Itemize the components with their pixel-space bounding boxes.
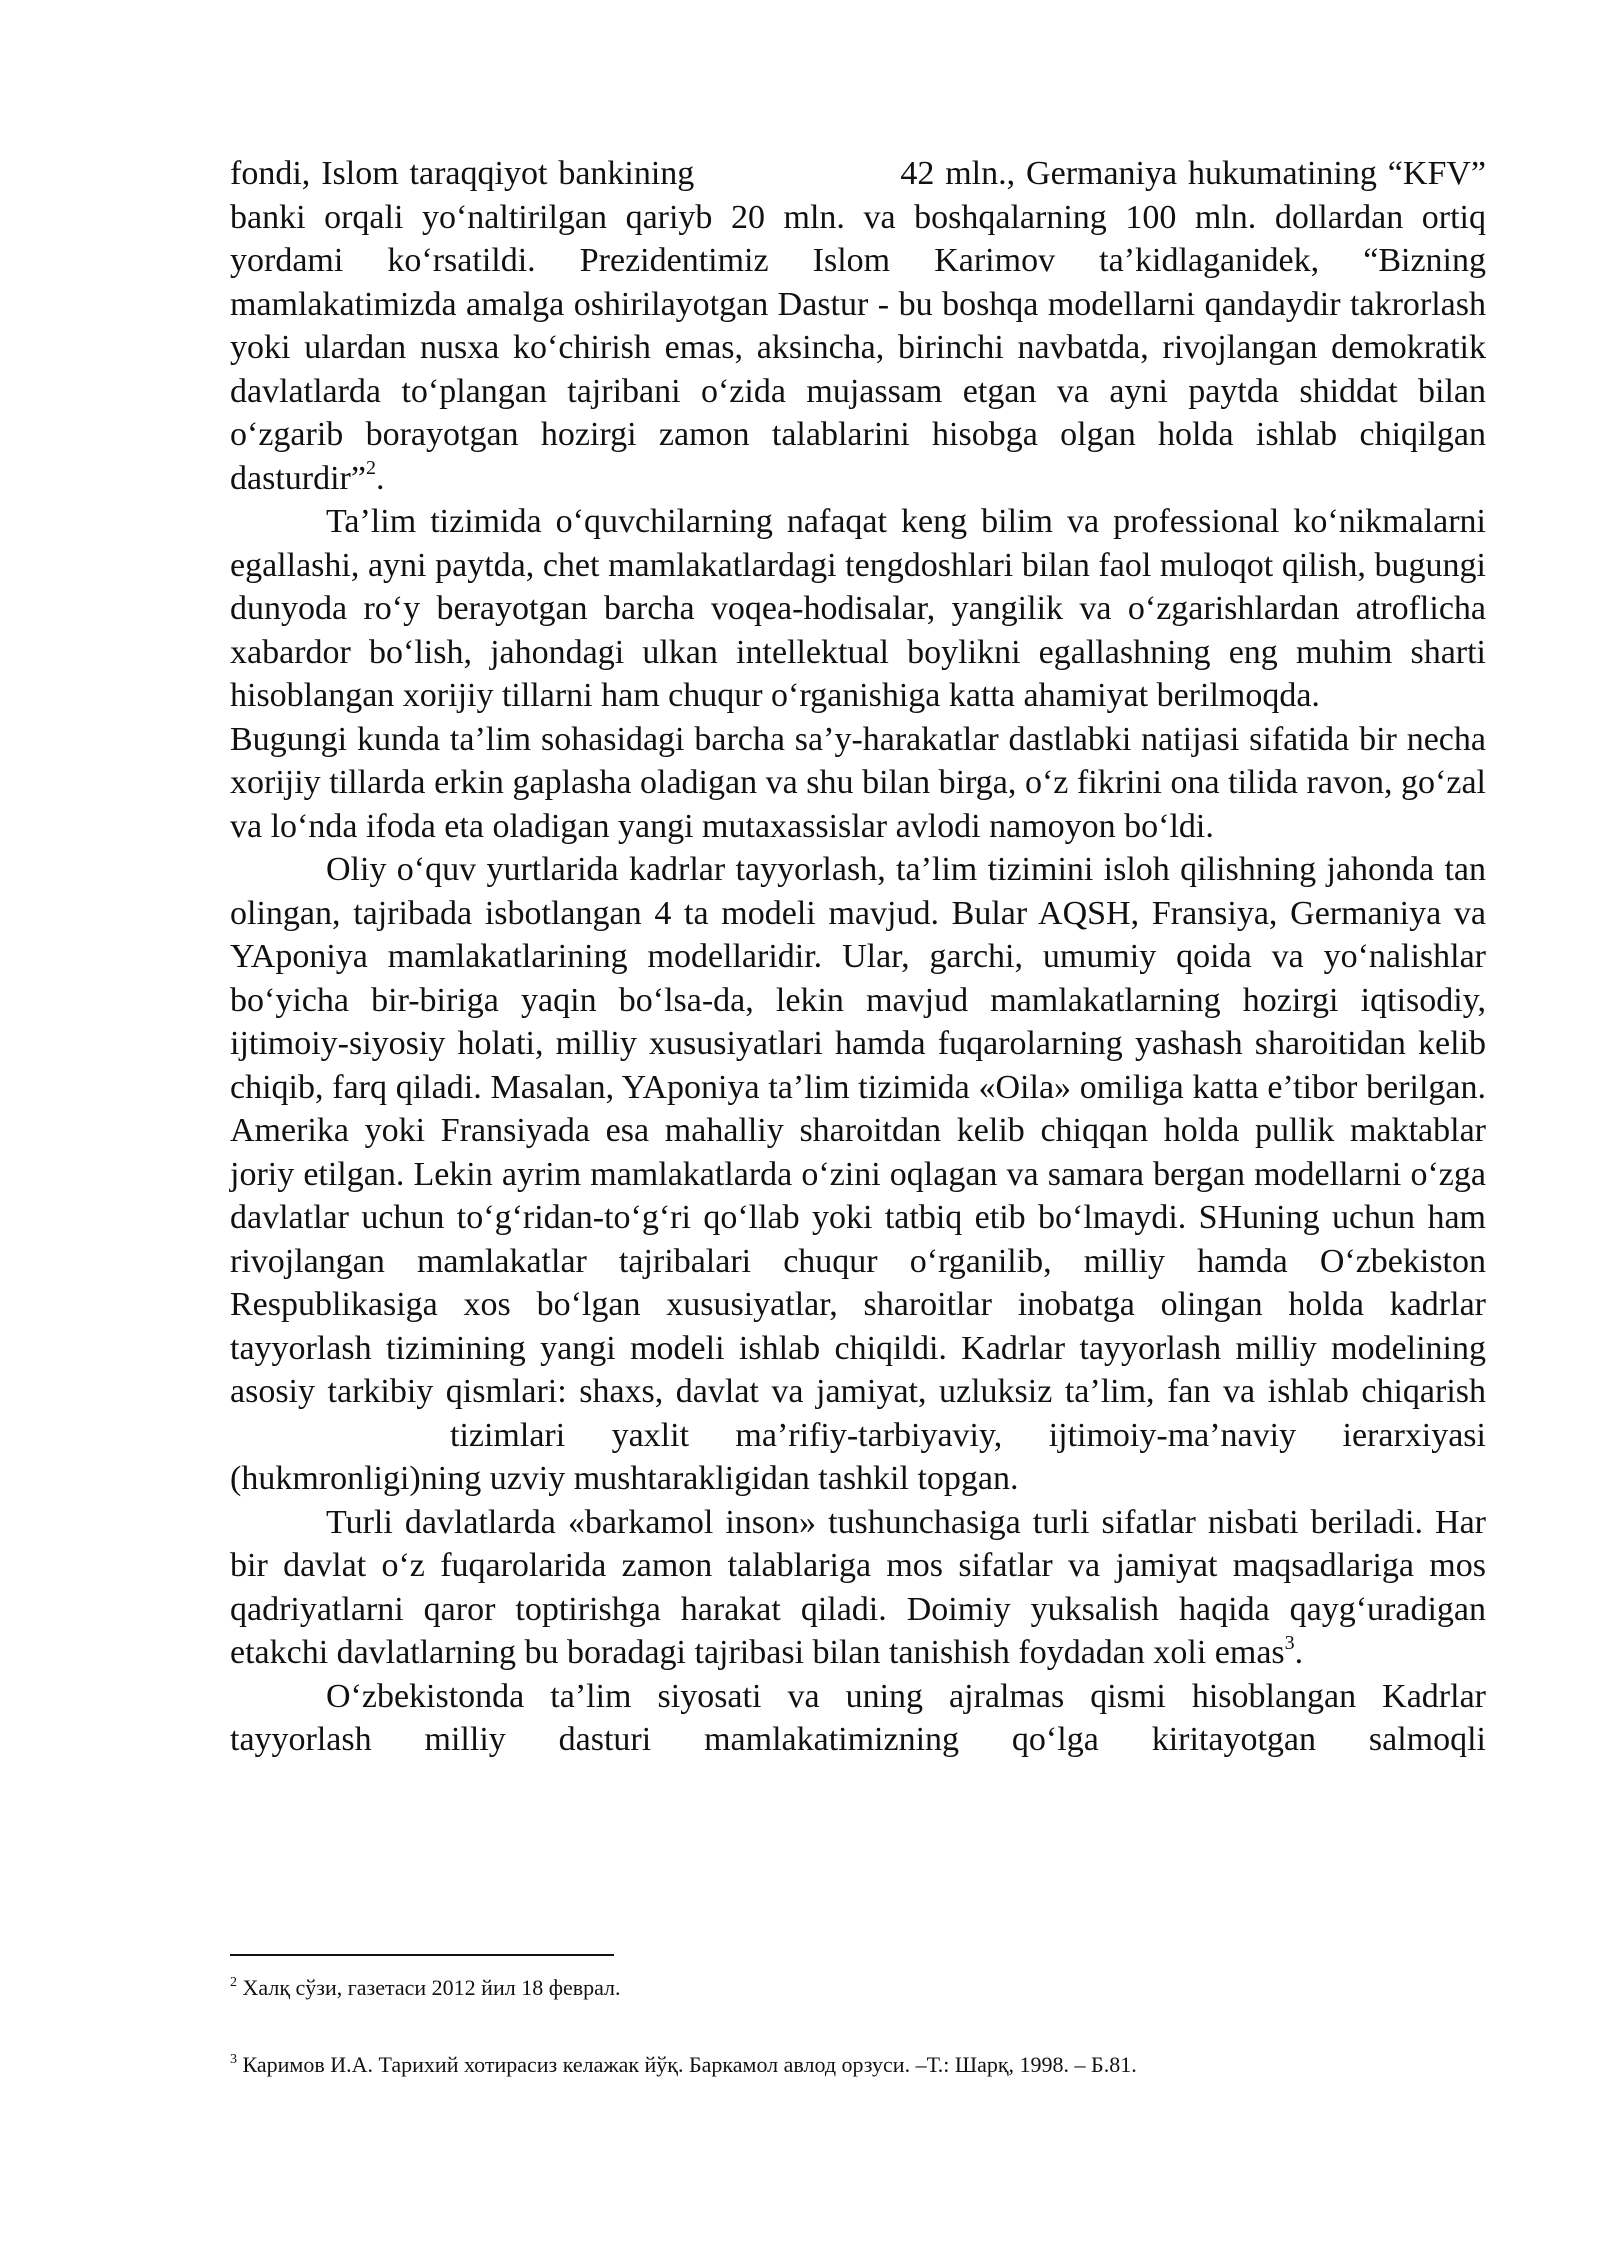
paragraph-1-text-a: fondi, Islom taraqqiyot bankining — [230, 155, 695, 192]
paragraph-5 — [230, 1501, 1486, 1675]
footnote-2 — [230, 1973, 1486, 2003]
footnote-number: 3 — [230, 2051, 237, 2067]
paragraph-5-text-c: . — [1294, 1634, 1304, 1671]
paragraph-4-text-a: Oliy o‘quv yurtlarida kadrlar tayyorlash, ta’lim tizimini isloh qilishning jahonda tan olingan, tajribada isbotlangan 4 ta modeli mavjud. Bular AQSH, Fransiya, Germaniya va YAponiya mamlakatlarining modellaridir. Ular, garchi, umumiy qoida va yo‘nalishlar bo‘yicha bir-biriga yaqin bo‘lsa-da, lekin mavjud mamlakatlarning hozirgi iqtisodiy, ijtimoiy-siyosiy holati, milliy xususiyatlari hamda fuqarolarning yashash sharoitidan kelib chiqib, farq qiladi. Masalan, YAponiya ta’lim tizimida «Oila» omiliga katta e’tibor berilgan. Amerika yoki Fransiyada esa mahalliy sharoitdan kelib chiqqan holda pullik maktablar joriy etilgan. Lekin ayrim mamlakatlarda o‘zini oqlagan va samara bergan modellarni o‘zga davlatlar uchun to‘g‘ridan-to‘g‘ri qo‘llab yoki tatbiq etib bo‘lmaydi. SHuning uchun ham rivojlangan mamlakatlar tajribalari chuqur o‘rganilib, milliy hamda O‘zbekiston Respublikasiga xos bo‘lgan xususiyatlar, sharoitlar inobatga olingan holda kadrlar tayyorlash tizimining yangi modeli ishlab chiqildi. Kadrlar tayyorlash milliy modelining asosiy tarkibiy qismlari: shaxs, davlat va jamiyat, uzluksiz ta’lim, fan va ishlab chiqarish — [230, 851, 1486, 1410]
paragraph-1-text-c: . — [375, 459, 385, 497]
footnote-text: Халқ сўзи, газетаси 2012 йил 18 феврал. — [242, 1975, 621, 2000]
paragraph-1-text-b: 42 mln., Germaniya hukumatining “KFV” banki orqali yo‘naltirilgan qariyb 20 mln. va boshqalarning 100 mln. dollardan ortiq yordami ko‘rsatildi. Prezidentimiz Islom Karimov ta’kidlaganidek, “Bizning mamlakatimizda amalga oshirilayotgan Dastur - bu boshqa modellarni qandaydir takrorlash yoki ulardan nusxa ko‘chirish emas, aksincha, birinchi navbatda, rivojlangan demokratik davlatlarda to‘plangan tajribani o‘zida mujassam etgan va ayni paytda shiddat bilan o‘zgarib borayotgan hozirgi zamon talablarini hisobga olgan holda ishlab chiqilgan dasturdir” — [230, 155, 1486, 497]
paragraph-4-text-b: tizimlari yaxlit ma’rifiy-tarbiyaviy, ijtimoiy-ma’naviy ierarxiyasi (hukmronligi)ning uzviy mushtarakligidan tashkil topgan. — [230, 1416, 1486, 1497]
footnote-ref-3: 3 — [1284, 1631, 1295, 1654]
footnote-3 — [230, 2050, 1486, 2080]
paragraph-2: Ta’lim tizimida o‘quvchilarning nafaqat keng bilim va professional ko‘nikmalarni egallashi, ayni paytda, chet mamlakatlardagi tengdoshlari bilan faol muloqot qilish, bugungi dunyoda ro‘y berayotgan barcha voqea-hodisalar, yangilik va o‘zgarishlardan atroflicha xabardor bo‘lish, jahondagi ulkan intellektual boylikni egallashning eng muhim sharti hisoblangan xorijiy tillarni ham chuqur o‘rganishiga katta ahamiyat berilmoqda. — [230, 503, 1486, 714]
paragraph-1 — [230, 152, 1486, 500]
paragraph-6: O‘zbekistonda ta’lim siyosati va uning ajralmas qismi hisoblangan Kadrlar tayyorlash milliy dasturi mamlakatimizning qo‘lga kiritayotgan salmoqli — [230, 1677, 1486, 1758]
paragraph-4 — [230, 848, 1486, 1501]
footnote-ref-2: 2 — [365, 457, 376, 480]
footnote-separator — [230, 1954, 614, 1956]
paragraph-3: Bugungi kunda ta’lim sohasidagi barcha sa’y-harakatlar dastlabki natijasi sifatida bir necha xorijiy tillarda erkin gaplasha oladigan va shu bilan birga, o‘z fikrini ona tilida ravon, go‘zal va lo‘nda ifoda eta oladigan yangi mutaxassislar avlodi namoyon bo‘ldi. — [230, 720, 1486, 845]
body-text — [230, 152, 1486, 1762]
paragraph-5-text-a: Turli davlatlarda «barkamol inson» tushunchasiga turli sifatlar nisbati beriladi. Har bir davlat o‘z fuqarolarida zamon talablariga mos sifatlar va jamiyat maqsadlariga mos qadriyatlarni qaror toptirishga harakat qiladi. Doimiy yuksalish haqida qayg‘uradigan etakchi davlatlarning bu boradagi tajribasi bilan tanishish foydadan xoli emas — [230, 1503, 1486, 1671]
footnote-number: 2 — [230, 1974, 237, 1990]
footnote-text: Каримов И.А. Тарихий хотирасиз келажак йўқ. Баркамол авлод орзуси. –Т.: Шарқ, 1998. – Б.81. — [242, 2052, 1137, 2077]
